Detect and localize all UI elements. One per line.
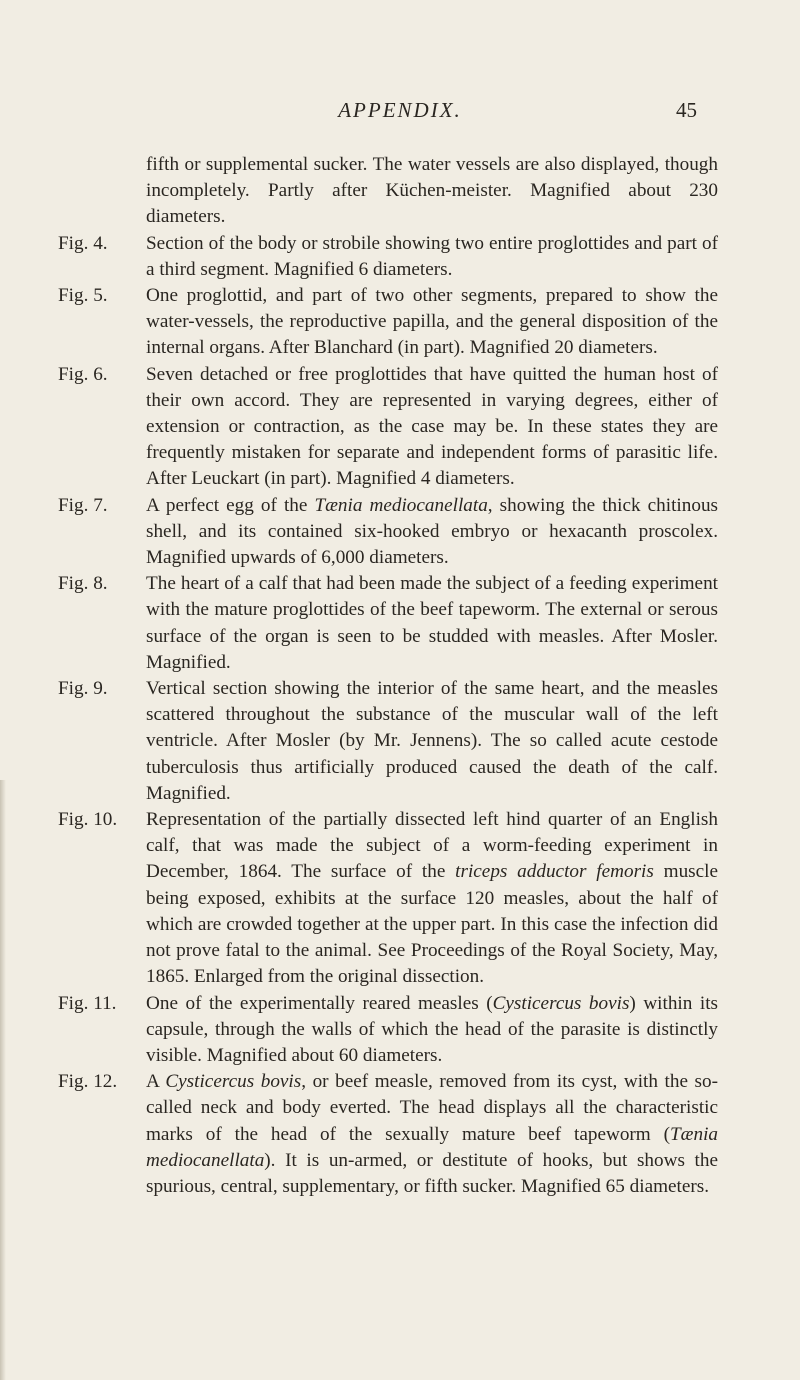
figure-label: Fig. 5. — [58, 285, 108, 307]
figure-description: One proglottid, and part of two other segments, prepared to show the water-vessels, the reproductive papilla, and the general disposition of the internal organs. After Blanchard (in part). Magnified 20 diameters. — [146, 285, 718, 359]
figure-label: Fig. 9. — [58, 678, 108, 700]
text-run: , or beef measle, removed from its cyst, with the so-called neck and body everted. The head displays all the characteristic marks of the head of the sexually mature beef tapeworm ( — [146, 1071, 718, 1145]
text-run: A perfect egg of the — [146, 494, 315, 516]
figure-description — [146, 1069, 718, 1200]
text-run: , showing the thick chitinous shell, and its contained six-hooked embryo or hexacanth proscolex. Magnified upwards of 6,000 diameters. — [146, 494, 718, 569]
text-run: One of the experimentally reared measles ( — [146, 992, 493, 1014]
scan-shadow — [0, 780, 6, 1380]
text-run: muscle being exposed, exhibits at the surface 120 measles, about the half of which are crowded together at the upper part. In this case the infection did not prove fatal to the animal. See Proceedings of the Royal Society, May, 1865. Enlarged from the original dissection. — [146, 861, 718, 988]
figure-label: Fig. 11. — [58, 992, 117, 1014]
figure-entry-10 — [58, 807, 718, 990]
running-head: APPENDIX. — [338, 98, 462, 122]
figure-entry-4 — [58, 231, 718, 283]
figure-legend-list — [58, 152, 718, 1200]
species-name: Cysticercus bovis — [165, 1071, 302, 1093]
species-name: Tænia mediocanellata — [314, 494, 488, 516]
text-run: ). It is un-armed, or destitute of hooks, but shows the spurious, central, supplementary, or fifth sucker. Magnified 65 diameters. — [146, 1149, 718, 1197]
figure-label: Fig. 10. — [58, 809, 118, 831]
figure-label: Fig. 7. — [58, 494, 108, 516]
figure-entry-7 — [58, 493, 718, 572]
figure-entry-9 — [58, 676, 718, 807]
figure-description: Section of the body or strobile showing two entire proglottides and part of a third segment. Magnified 6 diameters. — [146, 232, 718, 280]
figure-entry-8 — [58, 571, 718, 676]
figure-entry-12 — [58, 1069, 718, 1200]
figure-entry-11 — [58, 991, 718, 1070]
figure-description: Seven detached or free proglottides that have quitted the human host of their own accord. They are represented in varying degrees, either of extension or contraction, as the case may be. In these states they are frequently mistaken for separate and independent forms of parasitic life. After Leuckart (in part). Magnified 4 diameters. — [146, 363, 718, 490]
species-name: Cysticercus bovis — [492, 992, 630, 1014]
lead-paragraph: fifth or supplemental sucker. The water vessels are also displayed, though incompletely. Partly after Küchen-meister. Magnified about 230 diameters. — [146, 154, 718, 228]
figure-label: Fig. 4. — [58, 232, 108, 254]
text-run: Representation of the partially dissected left hind quarter of an English calf, that was made the subject of a worm-feeding experiment in December, 1864. The surface of the — [146, 809, 718, 883]
figure-description — [146, 493, 718, 572]
figure-label: Fig. 12. — [58, 1071, 118, 1093]
figure-entry-5 — [58, 283, 718, 362]
figure-label: Fig. 8. — [58, 573, 108, 595]
figure-description — [146, 991, 718, 1070]
muscle-name: triceps adductor femoris — [455, 861, 654, 883]
figure-description: The heart of a calf that had been made the subject of a feeding experiment with the mature proglottides of the beef tapeworm. The external or serous surface of the organ is seen to be studded with measles. After Mosler. Magnified. — [146, 573, 718, 673]
page-header — [0, 98, 800, 128]
figure-entry-6 — [58, 362, 718, 493]
figure-description: Vertical section showing the interior of the same heart, and the measles scattered throughout the substance of the muscular wall of the left ventricle. After Mosler (by Mr. Jennens). The so called acute cestode tuberculosis thus artificially produced caused the death of the calf. Magnified. — [146, 678, 718, 804]
figure-description — [146, 807, 718, 990]
figure-label: Fig. 6. — [58, 363, 108, 385]
text-run: ) within its capsule, through the walls of which the head of the parasite is distinctly visible. Magnified about 60 diameters. — [146, 992, 718, 1066]
text-run: A — [146, 1071, 166, 1093]
species-name: Tænia mediocanellata — [146, 1123, 718, 1171]
page-number: 45 — [676, 98, 697, 122]
